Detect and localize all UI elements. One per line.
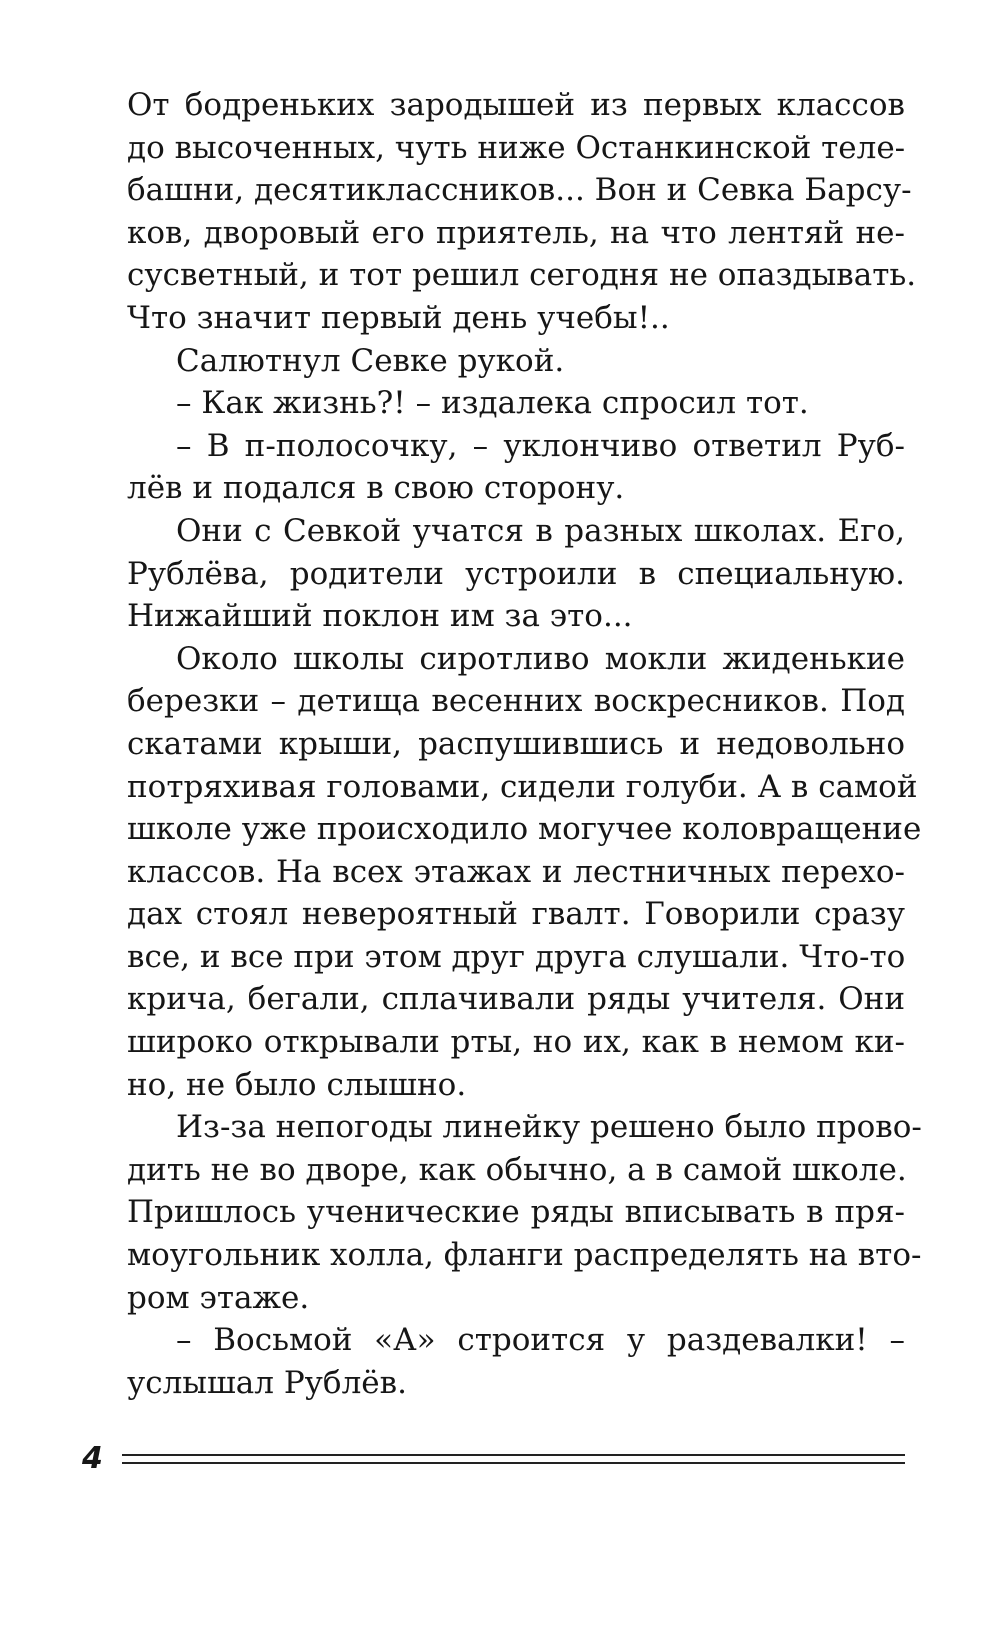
- text-line: – Как жизнь?! – издалека спросил тот.: [176, 385, 809, 422]
- text-line: ром этаже.: [127, 1279, 310, 1316]
- text-line: башни, десятиклассников... Вон и Севка Барсу-: [127, 172, 912, 209]
- text-line: – В п-полосочку, – уклончиво ответил Руб-: [176, 427, 905, 464]
- text-line: широко открывали рты, но их, как в немом ки-: [127, 1024, 905, 1061]
- text-line: школе уже происходило могучее коловращение: [127, 811, 922, 848]
- text-line: дить не во дворе, как обычно, а в самой школе.: [127, 1151, 907, 1188]
- footer-rule: [122, 1462, 905, 1464]
- text-line: классов. На всех этажах и лестничных перехо-: [127, 853, 905, 890]
- text-line: дах стоял невероятный гвалт. Говорили сразу: [127, 896, 905, 933]
- text-line: моугольник холла, фланги распределять на вто-: [127, 1237, 922, 1274]
- text-line: ков, дворовый его приятель, на что лентяй не-: [127, 214, 905, 251]
- text-line: Салютнул Севке рукой.: [176, 342, 565, 379]
- text-line: Они с Севкой учатся в разных школах. Его,: [176, 512, 905, 549]
- text-line: От бодреньких зародышей из первых классов: [127, 87, 905, 123]
- text-line: до высоченных, чуть ниже Останкинской теле-: [127, 129, 906, 166]
- text-line: лёв и подался в свою сторону.: [127, 470, 625, 507]
- text-line: Рублёва, родители устроили в специальную.: [127, 555, 905, 592]
- text-line: потряхивая головами, сидели голуби. А в самой: [127, 768, 918, 805]
- page-number: 4: [82, 1441, 103, 1476]
- text-line: скатами крыши, распушившись и недовольно: [127, 725, 905, 762]
- text-line: – Восьмой «А» строится у раздевалки! –: [176, 1322, 905, 1359]
- text-line: Около школы сиротливо мокли жиденькие: [176, 640, 905, 677]
- page-footer: [82, 1439, 905, 1479]
- text-line: Нижайший поклон им за это...: [127, 598, 633, 635]
- text-line: сусветный, и тот решил сегодня не опаздывать.: [127, 257, 917, 294]
- text-line: все, и все при этом друг друга слушали. Что-то: [127, 938, 906, 975]
- text-line: Из-за непогоды линейку решено было прово-: [176, 1109, 922, 1146]
- text-line: услышал Рублёв.: [127, 1364, 407, 1401]
- body-text: [127, 84, 922, 1404]
- text-line: но, не было слышно.: [127, 1066, 467, 1103]
- text-line: березки – детища весенних воскресников. Под: [127, 683, 905, 720]
- text-line: крича, бегали, сплачивали ряды учителя. Они: [127, 981, 905, 1018]
- text-line: Что значит первый день учебы!..: [127, 299, 670, 336]
- text-line: Пришлось ученические ряды вписывать в пря-: [127, 1194, 905, 1231]
- footer-rule: [122, 1454, 905, 1456]
